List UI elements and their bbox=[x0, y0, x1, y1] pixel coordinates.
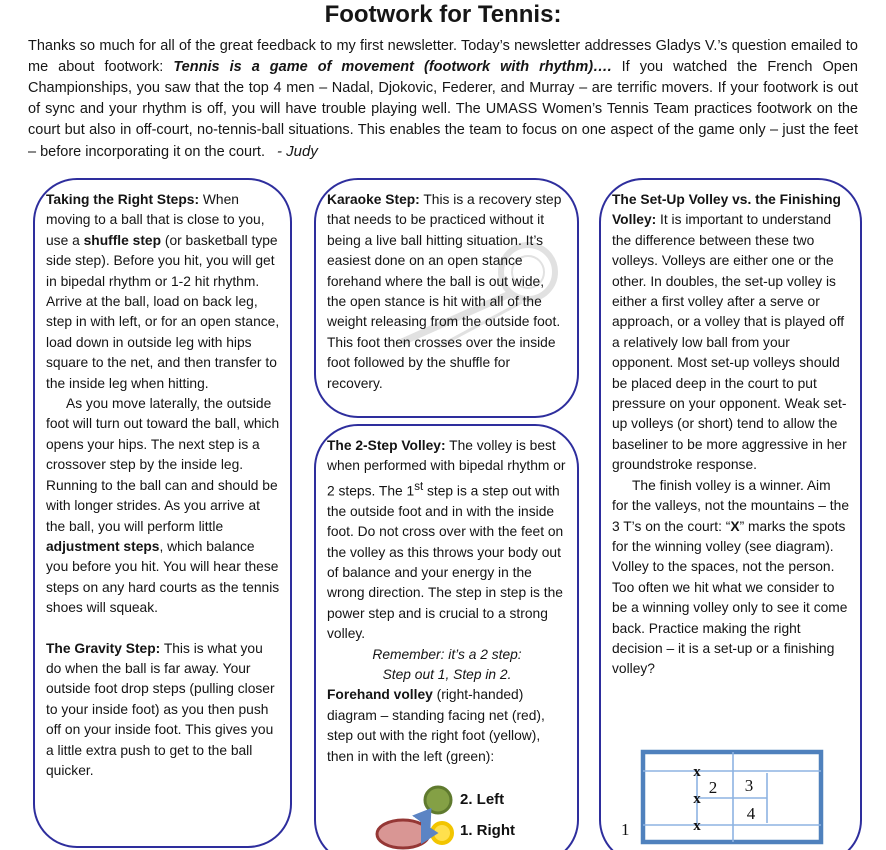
court-diagram bbox=[615, 746, 851, 848]
intro-text-1: Thanks so much for all of the great feedback to my first newsletter. Today’s newsletter addresses Gladys V.’s question emailed to me about footwork: bbox=[28, 38, 858, 75]
x-marks-bold: X bbox=[730, 518, 740, 534]
court-diagram-shapes bbox=[615, 746, 851, 848]
arrow-to-left-foot-icon bbox=[420, 810, 430, 824]
court-x-mark-top: x bbox=[693, 764, 701, 780]
right-steps-paragraph-2 bbox=[46, 394, 280, 618]
box-two-step-volley bbox=[314, 424, 579, 850]
remember-note-line1: Remember: it’s a 2 step: bbox=[372, 646, 522, 662]
karaoke-text: This is a recovery step that needs to be practiced without it being a live ball hitting situation. It’s easiest done on an open stance forehand where the ball is out wide, the open stance is hit with all of the weight releasing from the outside foot. This foot then crosses over the inside foot followed by the shuffle for recovery. bbox=[327, 192, 562, 391]
right-steps-text-cont: (or basketball type side step). Before you hit, you will get in bipedal rhythm or 1-2 hit rhythm. Arrive at the ball, load on back leg, step in with left, or for an open stance, load down in outside leg with hips square to the net, and then transfer to the inside leg when hitting. bbox=[46, 232, 280, 391]
forehand-volley-text: (right-handed) diagram – standing facing net (red), step out with the right foot (yellow), then in with the left (green): bbox=[327, 687, 545, 764]
intro-signature: - Judy bbox=[276, 143, 318, 160]
right-steps-heading: Taking the Right Steps: bbox=[46, 192, 200, 207]
diagram-label-step1: 1. Right bbox=[460, 822, 515, 839]
two-step-text-cont: step is a step out with the outside foot and in with the inside foot. Do not cross over with the feet on the volley as this throws your body out of balance and your energy in the wrong direction. The step in step is the power step and is crucial to a strong volley. bbox=[327, 483, 564, 642]
court-outer-rect bbox=[643, 752, 821, 842]
court-zone-2: 2 bbox=[708, 778, 718, 797]
gravity-step-paragraph bbox=[46, 639, 280, 782]
court-outside-label: 1 bbox=[621, 820, 630, 839]
two-step-heading: The 2-Step Volley: bbox=[327, 438, 446, 453]
stand-foot-red-shape bbox=[377, 820, 429, 848]
setup-volley-paragraph-1 bbox=[612, 190, 850, 476]
box-taking-right-steps bbox=[33, 178, 292, 848]
finish-volley-text: The finish volley is a winner. Aim for the valleys, not the mountains – the 3 T’s on the court: “ bbox=[612, 477, 849, 534]
gravity-step-text: This is what you do when the ball is far away. Your outside foot drop steps (pulling closer to your inside foot) as you then push off on your inside foot. This gives you a little extra push to get to the ball quicker. bbox=[46, 640, 275, 778]
two-step-paragraph-1 bbox=[327, 436, 567, 645]
karaoke-paragraph bbox=[327, 190, 567, 394]
court-x-mark-bottom: x bbox=[693, 818, 701, 834]
step2-foot-green-shape bbox=[425, 787, 451, 813]
diagram-label-step2: 2. Left bbox=[460, 791, 505, 808]
page-title: Footwork for Tennis: bbox=[324, 1, 562, 28]
shuffle-step-bold: shuffle step bbox=[83, 232, 162, 248]
lateral-text: As you move laterally, the outside foot will turn out toward the ball, which opens your hips. The next step is a crossover step by the inside leg. Running to the ball can and should be with longer strides. As you arrive at the ball, you will perform little bbox=[46, 396, 280, 534]
finish-volley-paragraph bbox=[612, 476, 850, 680]
gravity-step-heading: The Gravity Step: bbox=[46, 640, 161, 656]
court-x-mark-middle: x bbox=[693, 791, 701, 807]
finish-volley-text-cont: ” marks the spots for the winning volley (see diagram). Volley to the spaces, not the person. Too often we hit what we consider to be a winning volley only to see it come back. Practice making the right decision – it is a set-up or a finishing volley? bbox=[612, 518, 848, 677]
two-step-text: The volley is best when performed with bipedal rhythm or 2 steps. The 1 bbox=[327, 438, 566, 499]
setup-volley-text: It is important to understand the difference between these two volleys. Volleys are either one or the other. In doubles, the set-up volley is either a first volley after a serve or approach, or a volley that is played off a relatively low ball from your opponent. Most set-up volleys should be placed deep in the court to put pressure on your opponent. Weak set-up volleys (or short) tend to allow the baseliner to be more aggressive in her groundstroke response. bbox=[612, 212, 847, 473]
box-setup-vs-finishing-volley bbox=[599, 178, 862, 850]
intro-paragraph bbox=[28, 36, 858, 163]
court-zone-4: 4 bbox=[746, 804, 756, 823]
right-steps-paragraph-1 bbox=[46, 190, 280, 394]
court-zone-3: 3 bbox=[744, 776, 754, 795]
setup-volley-heading: The Set-Up Volley vs. the Finishing Volley: bbox=[612, 192, 841, 228]
lateral-text-cont: , which balance you before you hit. You will hear these steps on any hard courts as the tennis shoes will squeak. bbox=[46, 538, 280, 616]
forehand-volley-diagram bbox=[372, 776, 578, 850]
intro-text-2: If you watched the French Open Championships, you saw that the top 4 men – Nadal, Djokovic, Federer, and Murray – are terrific movers. If your footwork is out of sync and your rhythm is off, you will have trouble playing well. The UMASS Women’s Tennis Team practices footwork on the court but also in off-court, no-tennis-ball situations. This enables the team to focus on one aspect of the game only – just the feet – before incorporating it on the court. bbox=[28, 59, 858, 160]
court-inner-lines bbox=[643, 752, 821, 842]
forehand-volley-bold: Forehand volley bbox=[327, 687, 433, 703]
remember-note-line2: Step out 1, Step in 2. bbox=[382, 667, 512, 683]
forehand-volley-paragraph bbox=[327, 685, 567, 767]
adjustment-steps-bold: adjustment steps bbox=[46, 538, 160, 554]
intro-emphasis: Tennis is a game of movement (footwork with rhythm)…. bbox=[173, 59, 612, 75]
ordinal-superscript: st bbox=[414, 480, 424, 493]
right-steps-text: When moving to a ball that is close to you, use a bbox=[46, 192, 265, 248]
karaoke-heading: Karaoke Step: bbox=[327, 192, 420, 207]
box-karaoke-step bbox=[314, 178, 579, 418]
